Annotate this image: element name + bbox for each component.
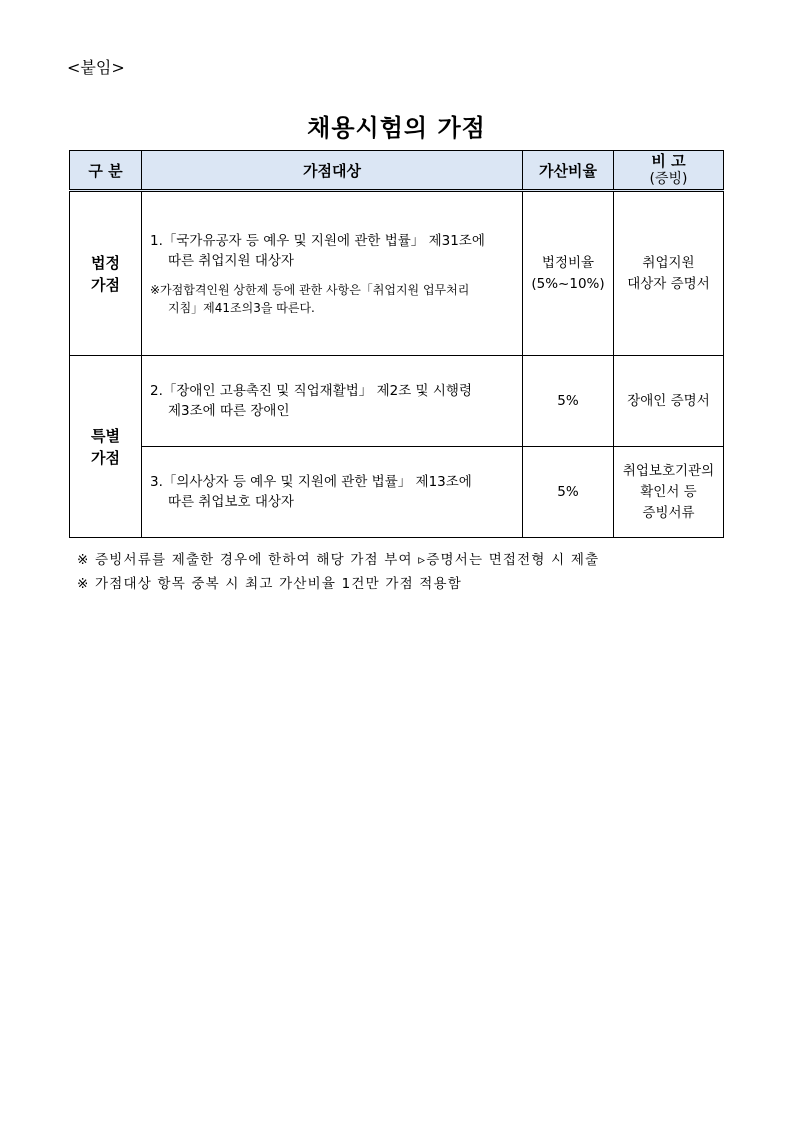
item-1-note (150, 281, 516, 317)
item-3-line2: 따른 취업보호 대상자 (168, 494, 294, 510)
remarks-legal-line1: 취업지원 (642, 254, 695, 271)
remarks-casualty-line1: 취업보호기관의 (622, 462, 715, 479)
remarks-casualty-line3: 증빙서류 (642, 504, 695, 521)
item-1 (142, 191, 523, 356)
rate-disability: 5% (523, 356, 614, 447)
table-row (70, 191, 724, 356)
item-1-note-line2: 지침」제41조의3을 따른다. (168, 300, 315, 315)
item-1-line2: 따른 취업지원 대상자 (168, 252, 294, 269)
remarks-legal-line2: 대상자 증명서 (627, 275, 710, 292)
footnote-1: ※ 증빙서류를 제출한 경우에 한하여 해당 가점 부여 ▹증명서는 면접전형 시 제출 (77, 552, 600, 568)
header-rate: 가산비율 (523, 151, 614, 191)
remarks-legal (614, 191, 724, 356)
footnotes (77, 548, 599, 596)
category-special-line2: 가점 (91, 448, 120, 467)
header-remarks (614, 151, 724, 191)
remarks-casualty (614, 447, 724, 538)
remarks-disability: 장애인 증명서 (614, 356, 724, 447)
item-2-line2: 제3조에 따른 장애인 (168, 403, 290, 419)
item-2 (142, 356, 523, 447)
category-legal-line1: 법정 (91, 253, 120, 272)
rate-legal (523, 191, 614, 356)
table-header-row (70, 151, 724, 191)
remarks-casualty-line2: 확인서 등 (640, 483, 697, 500)
attachment-label: <붙임> (67, 58, 125, 77)
item-1-line1: 1.「국가유공자 등 예우 및 지원에 관한 법률」 제31조에 (150, 232, 485, 249)
header-category: 구 분 (70, 151, 142, 191)
footnote-2: ※ 가점대상 항목 중복 시 최고 가산비율 1건만 가점 적용함 (77, 576, 463, 592)
table-row (70, 447, 724, 538)
rate-legal-line2: (5%~10%) (531, 275, 605, 292)
item-2-line1: 2.「장애인 고용촉진 및 직업재활법」 제2조 및 시행령 (150, 383, 472, 399)
table-row (70, 356, 724, 447)
bonus-points-table (69, 150, 724, 538)
item-1-note-line1: ※가점합격인원 상한제 등에 관한 사항은「취업지원 업무처리 (150, 282, 470, 297)
page-title: 채용시험의 가점 (307, 114, 486, 142)
header-target: 가점대상 (142, 151, 523, 191)
category-legal-line2: 가점 (91, 275, 120, 294)
rate-legal-line1: 법정비율 (541, 254, 595, 271)
item-3 (142, 447, 523, 538)
item-3-line1: 3.「의사상자 등 예우 및 지원에 관한 법률」 제13조에 (150, 474, 472, 490)
category-legal (70, 191, 142, 356)
header-remarks-sub: (증빙) (649, 171, 688, 187)
rate-casualty: 5% (523, 447, 614, 538)
category-special-line1: 특별 (91, 426, 120, 445)
category-special (70, 356, 142, 538)
header-remarks-title: 비 고 (651, 152, 686, 170)
